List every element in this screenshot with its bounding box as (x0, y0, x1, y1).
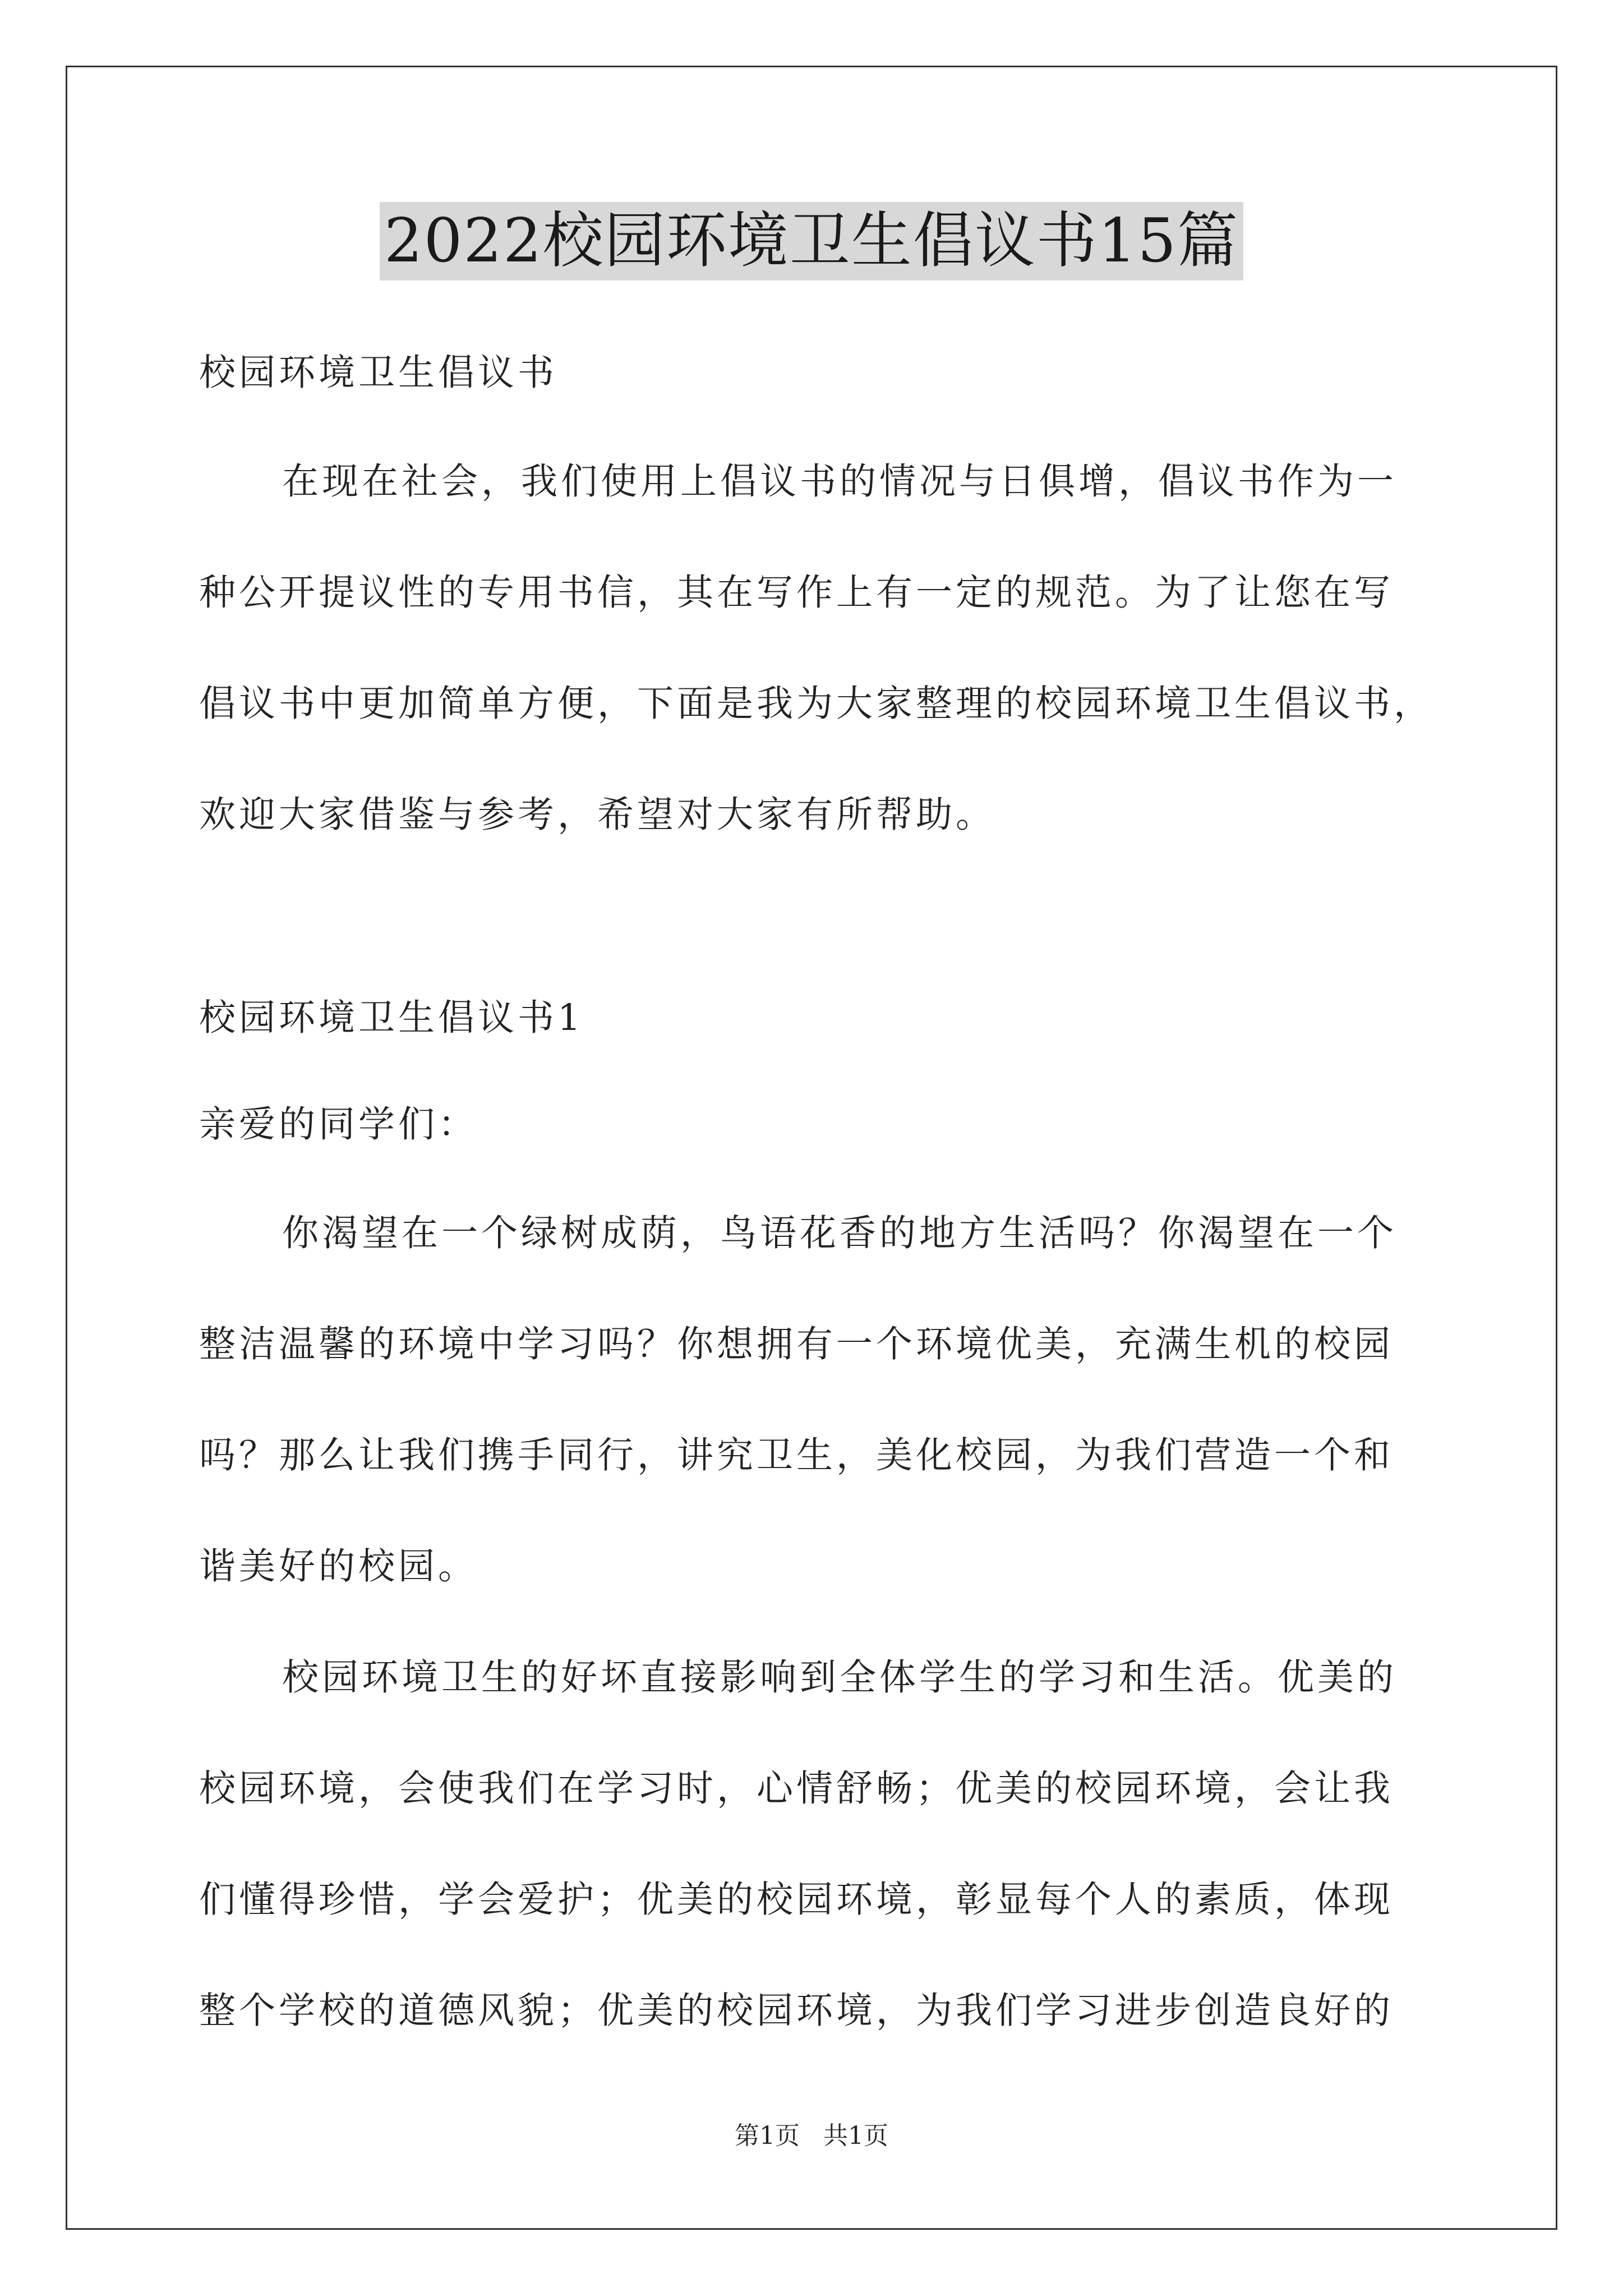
title-container (0, 202, 1623, 280)
paragraph-2 (199, 1622, 1433, 2067)
paragraph-line: 校园环境卫生的好坏直接影响到全体学生的学习和生活。优美的 (282, 1657, 1398, 1699)
paragraph-1 (199, 1178, 1433, 1622)
paragraph-line: 欢迎大家借鉴与参考，希望对大家有所帮助。 (199, 794, 996, 836)
paragraph-line: 整洁温馨的环境中学习吗？你想拥有一个环境优美，充满生机的校园 (199, 1323, 1394, 1365)
section-heading: 校园环境卫生倡议书 (199, 352, 558, 394)
paragraph-line: 种公开提议性的专用书信，其在写作上有一定的规范。为了让您在写 (199, 572, 1394, 614)
paragraph-line: 们懂得珍惜，学会爱护；优美的校园环境，彰显每个人的素质，体现 (199, 1879, 1394, 1921)
salutation: 亲爱的同学们： (199, 1103, 478, 1145)
paragraph-line: 谐美好的校园。 (199, 1545, 478, 1588)
paragraph-line: 吗？那么让我们携手同行，讲究卫生，美化校园，为我们营造一个和 (199, 1434, 1394, 1476)
paragraph-line: 校园环境，会使我们在学习时，心情舒畅；优美的校园环境，会让我 (199, 1768, 1394, 1810)
document-body (199, 320, 1433, 2067)
article-heading: 校园环境卫生倡议书1 (199, 997, 584, 1039)
paragraph-line: 在现在社会，我们使用上倡议书的情况与日俱增，倡议书作为一 (282, 461, 1398, 503)
spacer (199, 871, 1433, 965)
paragraph-line: 你渴望在一个绿树成荫，鸟语花香的地方生活吗？你渴望在一个 (282, 1212, 1398, 1254)
paragraph-line: 整个学校的道德风貌；优美的校园环境，为我们学习进步创造良好的 (199, 1990, 1394, 2032)
intro-paragraph (199, 426, 1433, 871)
document-title: 2022校园环境卫生倡议书15篇 (380, 202, 1243, 280)
page-footer: 第1页 共1页 (735, 2122, 888, 2150)
paragraph-line: 倡议书中更加简单方便，下面是我为大家整理的校园环境卫生倡议书， (199, 683, 1434, 725)
